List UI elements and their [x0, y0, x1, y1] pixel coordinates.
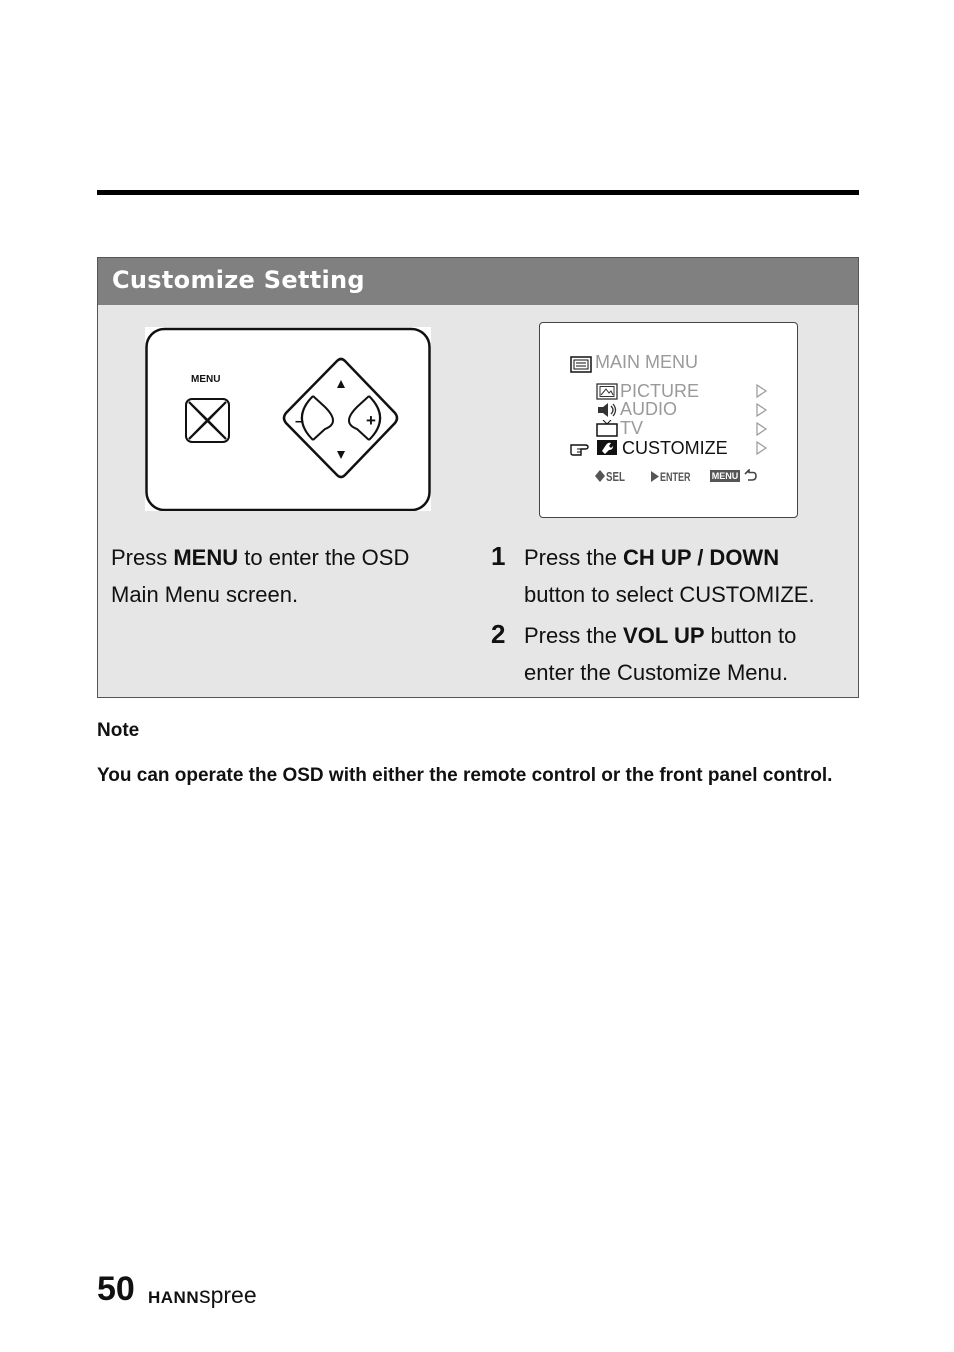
osd-arrow-icons — [755, 383, 769, 459]
note-title: Note — [97, 720, 140, 741]
osd-footer-menu-label: MENU — [711, 471, 739, 481]
step-1-number: 1 — [491, 541, 506, 571]
right-arrow-icon — [651, 471, 659, 482]
step-2-text — [524, 617, 844, 691]
picture-icon — [596, 383, 618, 400]
menu-button[interactable] — [186, 399, 229, 442]
minus-icon: – — [295, 413, 304, 430]
left-desc-pre: Press — [111, 545, 174, 570]
brand-logo — [148, 1282, 257, 1309]
customize-setting-panel — [97, 257, 859, 698]
front-panel-illustration — [145, 327, 431, 511]
tv-icon — [596, 420, 618, 437]
osd-item-audio[interactable]: AUDIO — [620, 399, 678, 419]
osd-item-picture[interactable]: PICTURE — [620, 381, 700, 401]
step-2-number: 2 — [491, 619, 506, 649]
panel-title: Customize Setting — [112, 266, 365, 294]
return-icon — [743, 469, 757, 482]
step-1-pre: Press the — [524, 545, 624, 570]
step-2-post: button to enter the Customize Menu. — [524, 623, 797, 685]
osd-item-customize[interactable]: CUSTOMIZE — [622, 438, 728, 458]
left-desc-bold: MENU — [173, 545, 239, 570]
osd-title: MAIN MENU — [595, 352, 698, 372]
osd-item-tv[interactable]: TV — [620, 418, 644, 438]
osd-footer-sel: SEL — [606, 469, 625, 484]
brand-light: spree — [199, 1282, 257, 1308]
main-menu-icon — [570, 356, 592, 373]
osd-main-menu-screen — [539, 322, 798, 518]
menu-label: MENU — [191, 374, 221, 385]
page-number: 50 — [97, 1270, 135, 1308]
note-text: You can operate the OSD with either the remote control or the front panel control. — [97, 765, 833, 786]
top-rule — [97, 190, 859, 195]
plus-icon: + — [366, 411, 376, 430]
step-2-bold: VOL UP — [623, 623, 705, 648]
left-description — [111, 539, 451, 613]
pointing-hand-icon — [569, 440, 593, 457]
panel-header — [98, 258, 858, 305]
updown-icon — [595, 470, 605, 482]
osd-footer-menu — [710, 470, 740, 482]
customize-icon — [596, 439, 618, 456]
step-1-text — [524, 539, 844, 613]
brand-bold: HANN — [148, 1288, 200, 1307]
step-1-bold: CH UP / DOWN — [623, 545, 780, 570]
osd-footer-enter: ENTER — [660, 470, 691, 484]
left-desc-post: to enter the OSD Main Menu screen. — [111, 545, 410, 607]
step-1-post: button to select CUSTOMIZE. — [524, 582, 815, 607]
step-2-pre: Press the — [524, 623, 624, 648]
audio-icon — [596, 402, 618, 418]
